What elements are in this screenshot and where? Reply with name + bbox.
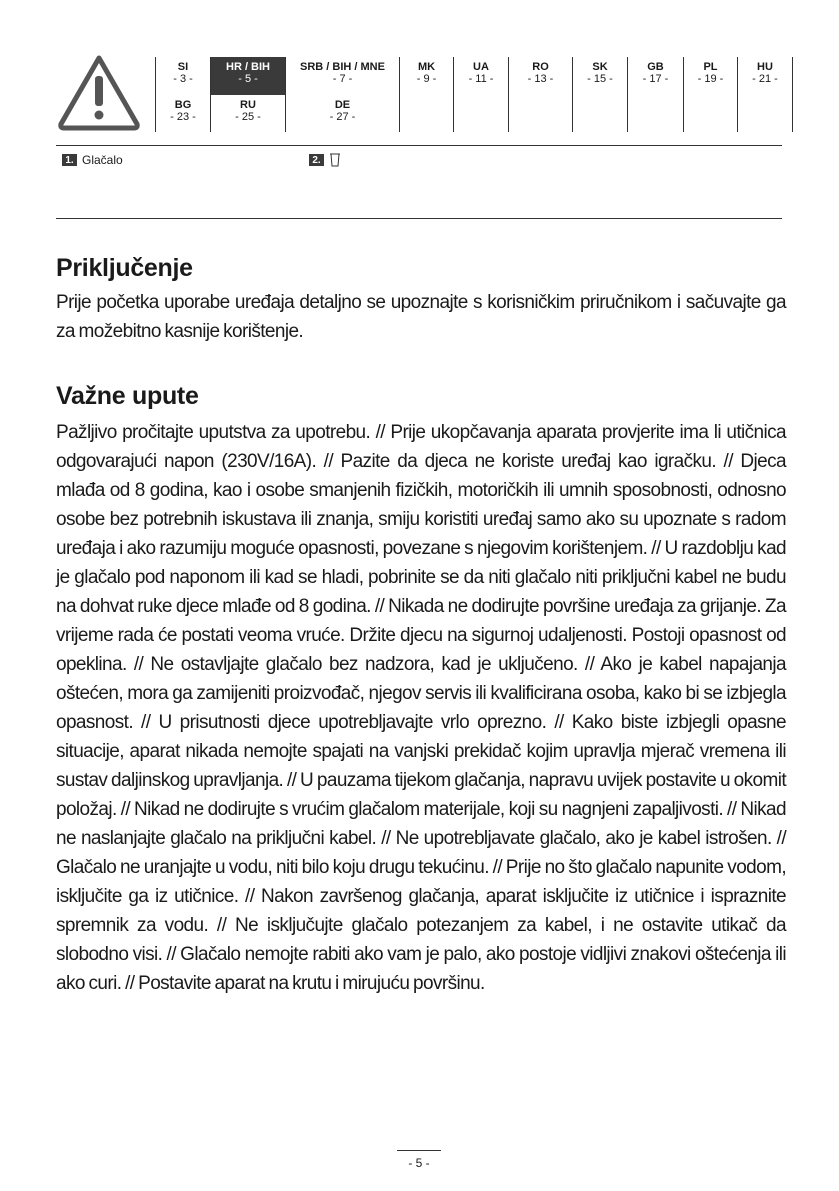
part-name: Glačalo [82,153,123,167]
part-number-badge: 2. [309,154,324,166]
lang-cell-ro[interactable]: RO - 13 - [509,57,573,95]
lang-cell-hu[interactable]: HU - 21 - [738,57,793,95]
lang-cell-empty [738,95,793,132]
lang-cell-si[interactable]: SI - 3 - [156,57,211,95]
warning-triangle-icon [56,52,142,132]
lang-cell-sk[interactable]: SK - 15 - [573,57,628,95]
page-number: - 5 - [397,1150,441,1170]
lang-cell-empty [400,95,454,132]
part-label-container [309,153,341,167]
section-title-connection: Priključenje [56,254,193,282]
part-label-iron [62,153,123,167]
part-number-badge: 1. [62,154,77,166]
lang-cell-empty [454,95,509,132]
lang-cell-empty [628,95,684,132]
lang-cell-srb-bih-mne[interactable]: SRB / BIH / MNE - 7 - [286,57,400,95]
lang-cell-empty [684,95,738,132]
header-divider [56,145,782,146]
lang-cell-pl[interactable]: PL - 19 - [684,57,738,95]
language-row-2 [156,95,793,132]
section-title-important: Važne upute [56,382,199,410]
lang-cell-ua[interactable]: UA - 11 - [454,57,509,95]
lang-cell-empty [509,95,573,132]
lang-cell-empty [573,95,628,132]
section-text-connection: Prije početka uporabe uređaja detaljno se upoznajte s korisničkim priručnikom i sačuvajte ga za možebitno kasnije korištenje. [56,292,786,342]
lang-cell-de[interactable]: DE - 27 - [286,95,400,132]
cup-icon [329,153,341,167]
lang-cell-gb[interactable]: GB - 17 - [628,57,684,95]
language-index-table [155,57,793,132]
language-row-1 [156,57,793,95]
lang-cell-mk[interactable]: MK - 9 - [400,57,454,95]
section-text-important: Pažljivo pročitajte uputstva za upotrebu. // Prije ukopčavanja aparata provjerite ima li utičnica odgovarajući napon (230V/16A). // Pazite da djeca ne koriste uređaj kao igračku. // Djeca mlađa od 8 godina, kao i osobe smanjenih fizičkih, motoričkih ili umnih sposobnosti, odnosno osobe bez potrebnih iskustava ili znanja, smiju koristiti uređaj samo ako su upoznate s radom uređaja i ako razumiju moguće opasnosti, povezane s njegovim korištenjem. // U razdoblju kad je glačalo pod naponom ili kad se hladi, pobrinite se da niti glačalo niti priključni kabel ne budu na dohvat ruke djece mlađe od 8 godina. // Nikada ne dodirujte površine uređaja za grijanje. Za vrijeme rada će postati veoma vruće. Držite djecu na sigurnoj udaljenosti. Postoji opasnost od opeklina. // Ne ostavljajte glačalo bez nadzora, kad je uključeno. // Ako je kabel napajanja oštećen, mora ga zamijeniti proizvođač, njegov servis ili kvalificirana osoba, kako bi se izbjegla opasnost. // U prisutnosti djece upotrebljavajte vrlo oprezno. // Kako biste izbjegli opasne situacije, aparat nikada nemojte spajati na vanjski prekidač kojim upravlja mjerač vremena ili sustav daljinskog upravljanja. // U pauzama tijekom glačanja, napravu uvijek postavite u okomit položaj. // Nikad ne dodirujte s vrućim glačalom materijale, koji su nagnjeni zapaljivosti. // Nikad ne naslanjajte glačalo na priključni kabel. // Ne upotrebljavate glačalo, ako je kabel istrošen. // Glačalo ne uranjajte u vodu, niti bilo koju drugu tekućinu. // Prije no što glačalo napunite vodom, isključite ga iz utičnice. // Nakon završenog glačanja, aparat isključite iz utičnice i ispraznite spremnik za vodu. // Ne isključujte glačalo potezanjem za kabel, i ne ostavite utikač da slobodno visi. // Glačalo nemojte rabiti ako vam je palo, ako postoje vidljivi znakovi oštećenja ili ako curi. // Postavite aparat na krutu i mirujuću površinu. [56,422,786,994]
lang-cell-ru[interactable]: RU - 25 - [211,95,286,132]
lang-cell-bg[interactable]: BG - 23 - [156,95,211,132]
section-divider [56,218,782,219]
lang-cell-hr-bih[interactable]: HR / BIH - 5 - [211,57,286,95]
